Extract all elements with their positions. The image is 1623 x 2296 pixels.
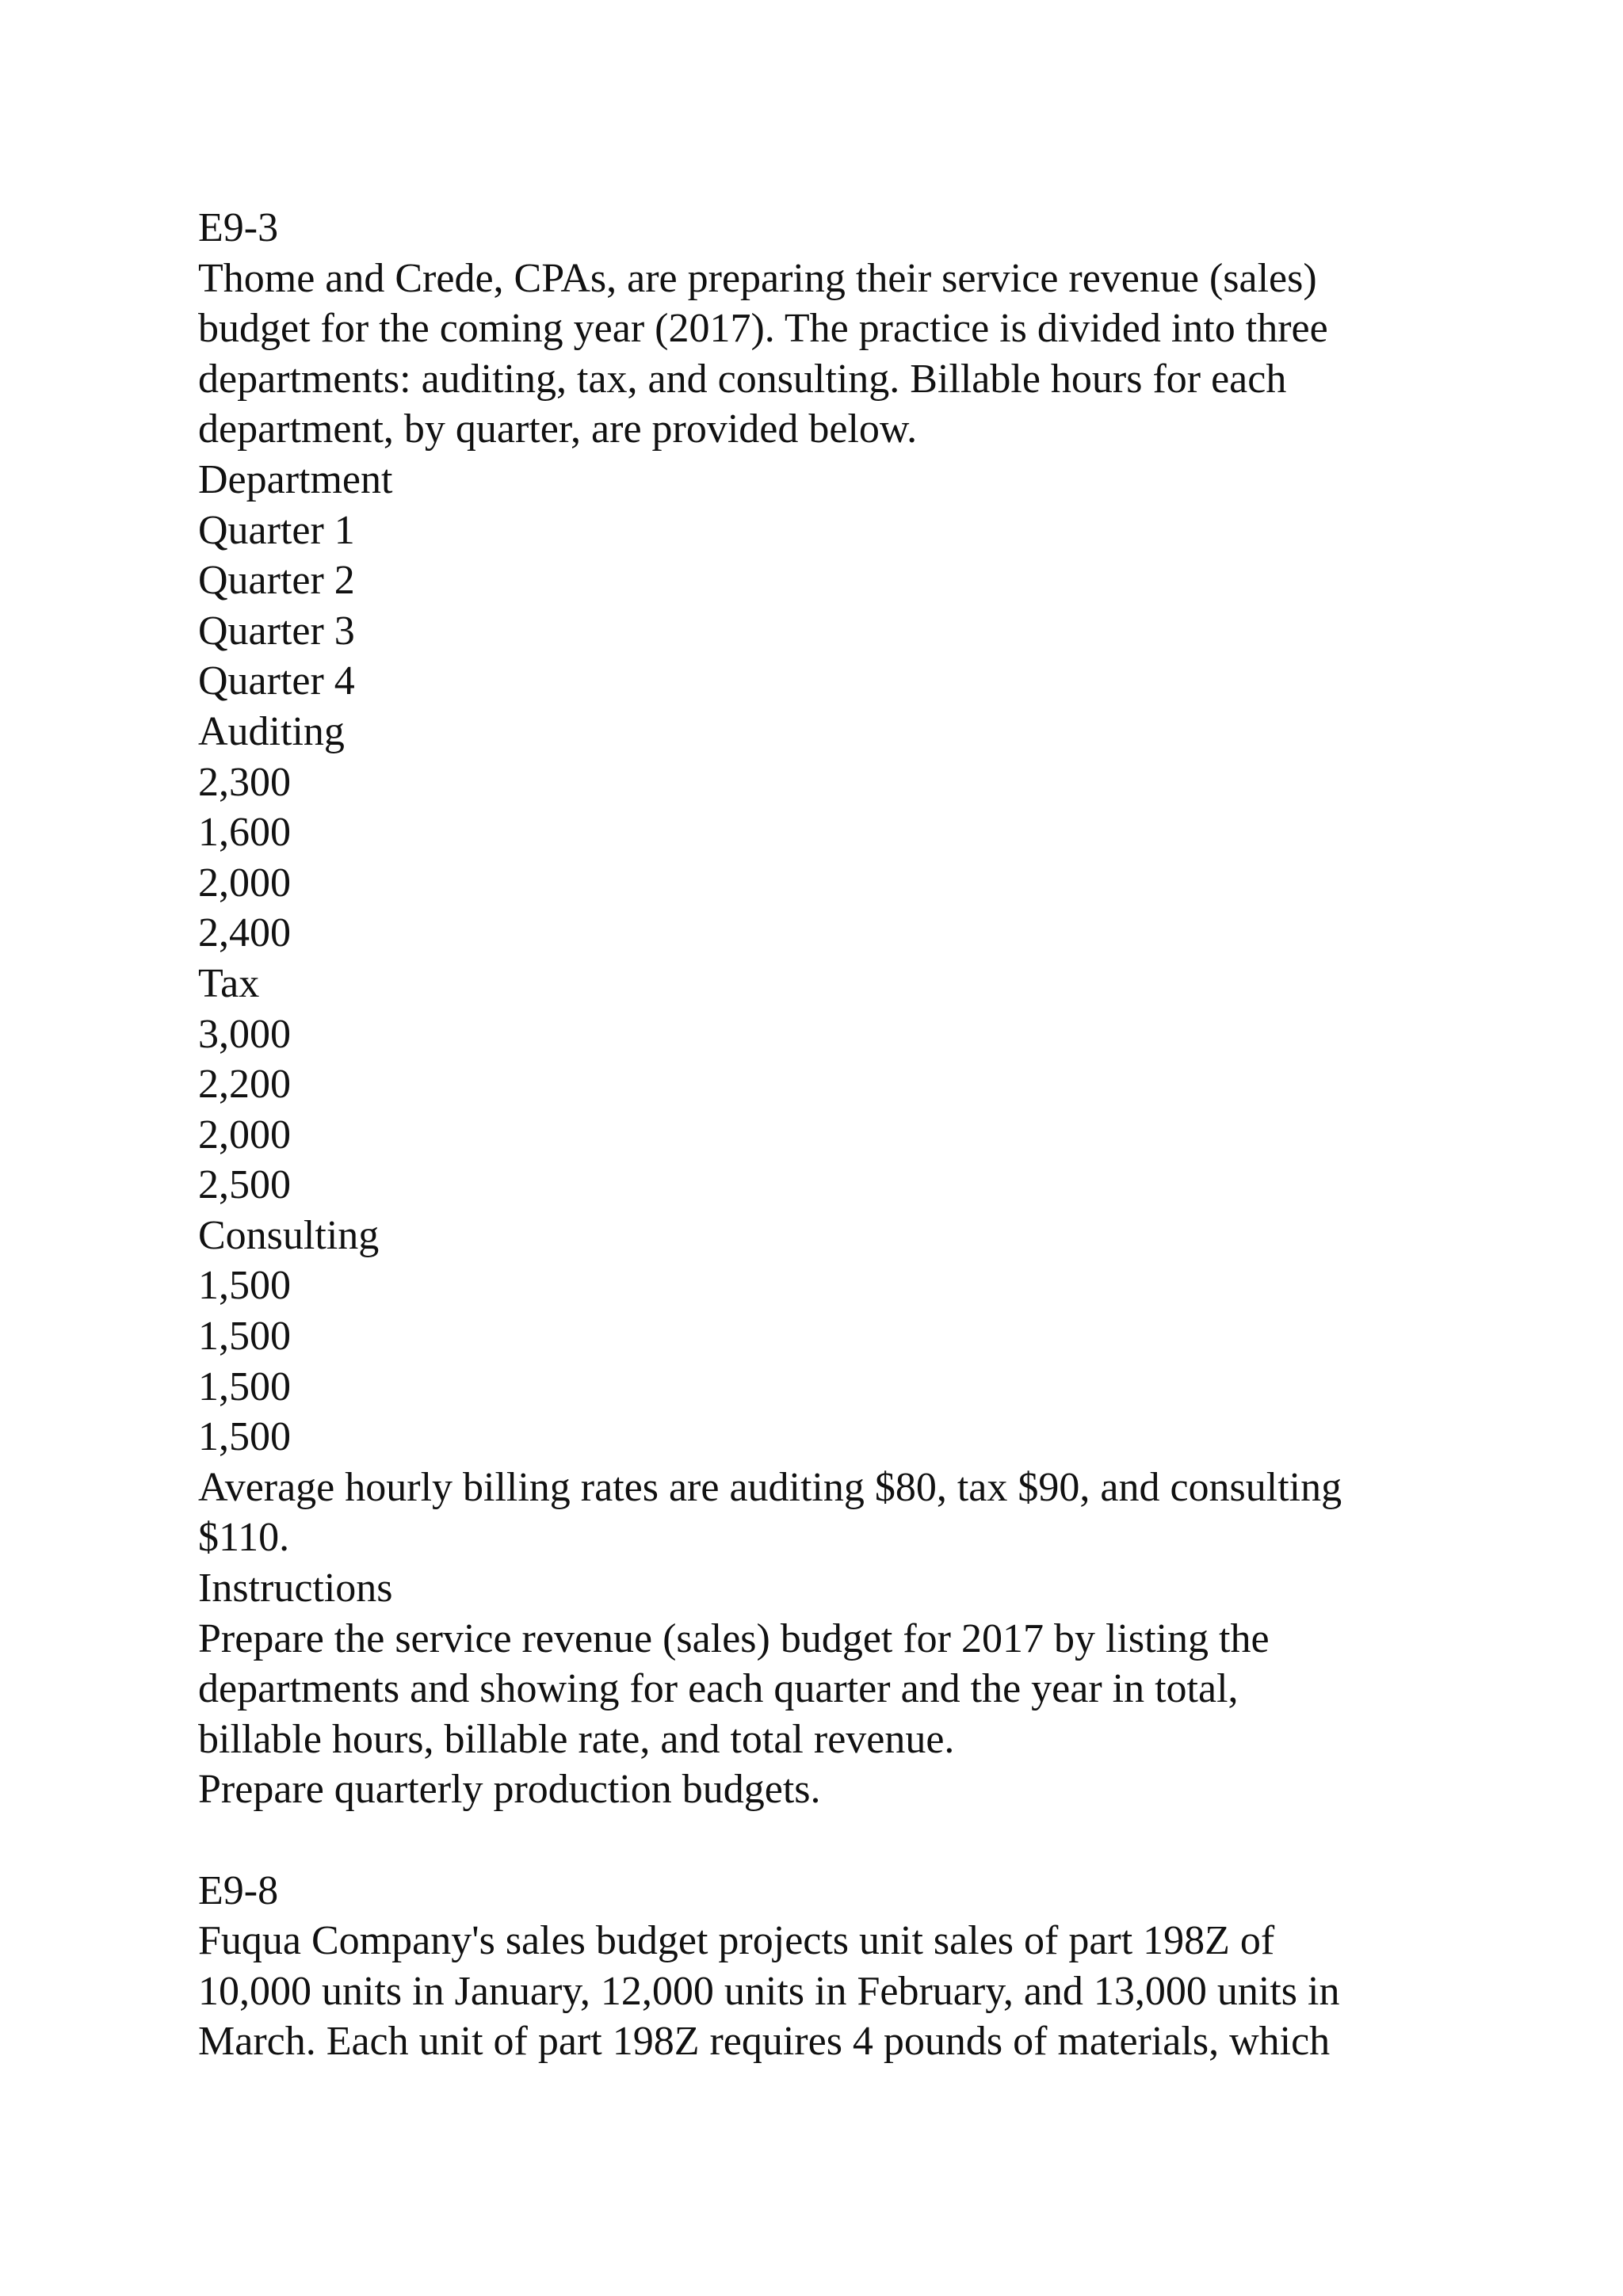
instructions-paragraph <box>198 1614 1466 1815</box>
table-header-quarter-2: Quarter 2 <box>198 558 355 604</box>
instructions-line: Prepare the service revenue (sales) budget for 2017 by listing the <box>198 1615 1270 1661</box>
rates-line: Average hourly billing rates are auditing $80, tax $90, and consulting <box>198 1464 1342 1510</box>
document-page <box>198 203 1466 2067</box>
table-row-consulting <box>198 1211 1466 1463</box>
table-cell: 3,000 <box>198 1011 291 1057</box>
table-row-auditing <box>198 707 1466 959</box>
exercise-intro <box>198 254 1466 455</box>
intro-line: department, by quarter, are provided below. <box>198 406 918 452</box>
table-cell: 2,200 <box>198 1062 291 1108</box>
section-spacer <box>198 1815 1466 1866</box>
exercise-e9-8 <box>198 1866 1466 2067</box>
table-cell: 2,300 <box>198 759 291 805</box>
table-row-tax <box>198 959 1466 1211</box>
row-department-label: Auditing <box>198 708 345 754</box>
table-header-quarter-1: Quarter 1 <box>198 507 355 553</box>
intro-line: departments: auditing, tax, and consulting. Billable hours for each <box>198 356 1287 402</box>
exercise-e9-3 <box>198 203 1466 1815</box>
table-header-quarter-3: Quarter 3 <box>198 608 355 654</box>
table-cell: 1,500 <box>198 1314 291 1360</box>
row-department-label: Consulting <box>198 1212 380 1258</box>
exercise-intro <box>198 1916 1466 2067</box>
instructions-line: Prepare quarterly production budgets. <box>198 1767 821 1813</box>
intro-line: budget for the coming year (2017). The practice is divided into three <box>198 306 1328 352</box>
table-cell: 2,000 <box>198 860 291 906</box>
table-cell: 1,600 <box>198 810 291 856</box>
table-cell: 2,400 <box>198 910 291 956</box>
exercise-heading: E9-3 <box>198 205 279 250</box>
instructions-line: billable hours, billable rate, and total revenue. <box>198 1716 955 1762</box>
instructions-heading: Instructions <box>198 1566 393 1611</box>
intro-line: 10,000 units in January, 12,000 units in February, and 13,000 units in <box>198 1968 1340 2014</box>
intro-line: Thome and Crede, CPAs, are preparing their service revenue (sales) <box>198 255 1317 301</box>
rates-line: $110. <box>198 1515 290 1561</box>
instructions-line: departments and showing for each quarter and the year in total, <box>198 1666 1239 1712</box>
table-header-department: Department <box>198 456 393 502</box>
table-cell: 2,500 <box>198 1162 291 1208</box>
table-cell: 1,500 <box>198 1363 291 1409</box>
intro-line: March. Each unit of part 198Z requires 4 pounds of materials, which <box>198 2019 1331 2065</box>
row-department-label: Tax <box>198 960 260 1006</box>
billable-hours-table <box>198 455 1466 1463</box>
billing-rates-paragraph <box>198 1463 1466 1563</box>
table-cell: 1,500 <box>198 1414 291 1460</box>
table-header-quarter-4: Quarter 4 <box>198 658 355 704</box>
table-cell: 1,500 <box>198 1263 291 1309</box>
table-cell: 2,000 <box>198 1112 291 1158</box>
intro-line: Fuqua Company's sales budget projects unit sales of part 198Z of <box>198 1918 1275 1964</box>
exercise-heading: E9-8 <box>198 1867 279 1913</box>
